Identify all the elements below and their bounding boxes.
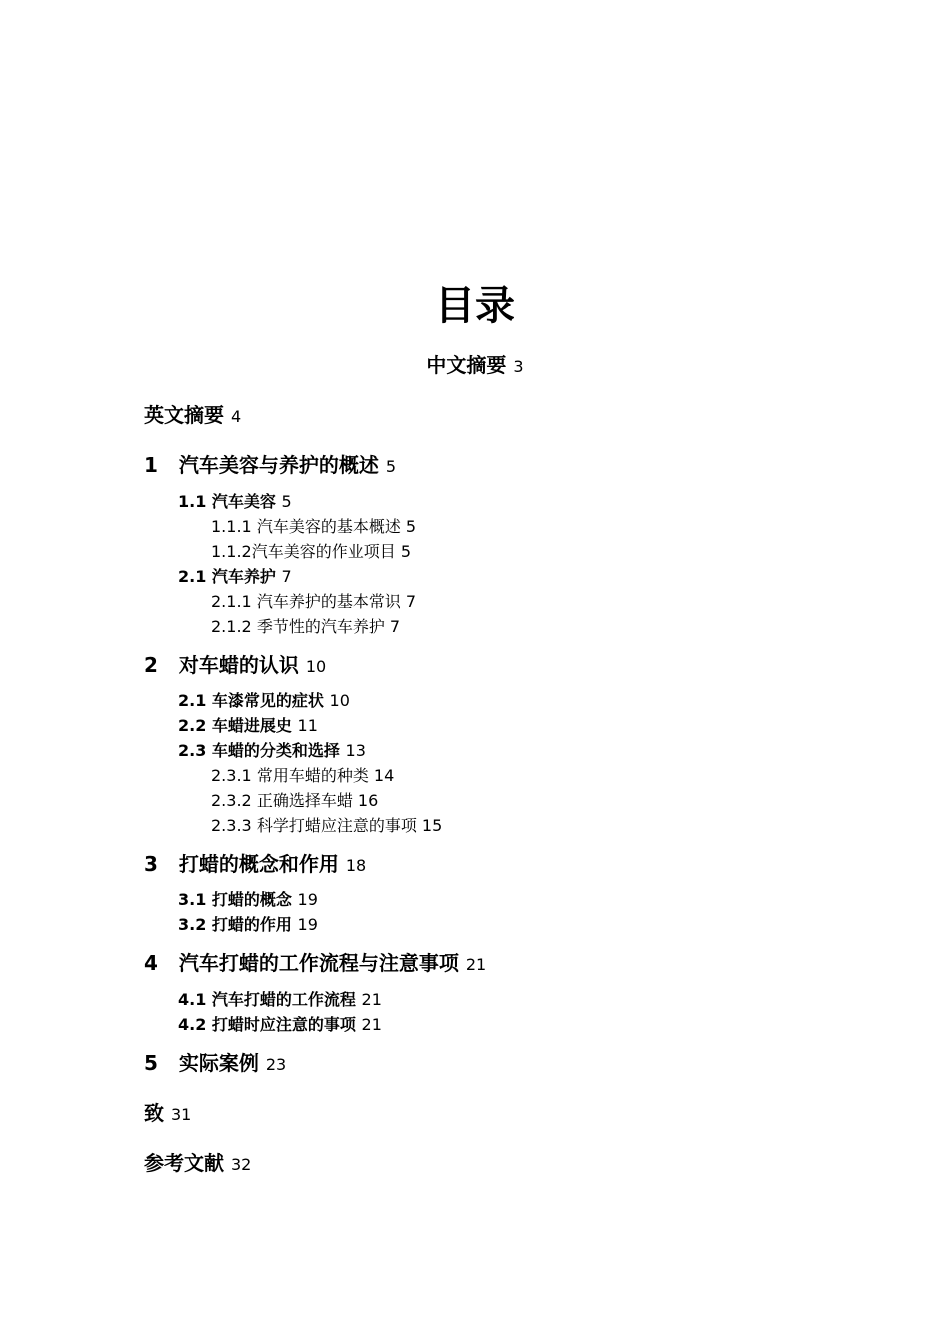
toc-entry-page: 7 [389,617,401,636]
toc-entry[interactable] [211,766,394,786]
toc-entry-page: 32 [230,1155,252,1174]
toc-entry-number: 1.1.1 [211,517,252,536]
toc-entry[interactable] [178,1015,382,1035]
toc-entry-text: 打蜡的概念和作用 [178,852,339,876]
toc-entry-text: 汽车打蜡的工作流程 [211,990,356,1009]
toc-entry[interactable] [178,492,292,512]
toc-entry-number: 5 [144,1051,158,1075]
toc-entry-text: 打蜡时应注意的事项 [211,1015,356,1034]
toc-entry[interactable] [178,890,318,910]
toc-entry[interactable] [144,950,486,978]
toc-entry-page: 7 [281,567,292,586]
toc-entry-page: 23 [265,1055,287,1074]
toc-entry-page: 5 [405,517,417,536]
toc-entry-text: 汽车养护的基本常识 [256,592,401,611]
toc-entry-page: 11 [297,716,318,735]
toc-entry-number: 4.1 [178,990,207,1009]
toc-entry[interactable] [211,542,411,562]
toc-entry-text: 常用车蜡的种类 [256,766,369,785]
toc-entry-number: 2.1 [178,567,207,586]
toc-entry-text: 汽车美容与养护的概述 [178,453,379,477]
toc-title: 目录 [435,283,515,329]
toc-entry[interactable] [144,402,241,430]
toc-entry[interactable] [211,791,378,811]
toc-entry-number: 1 [144,453,158,477]
toc-entry-text: 车蜡进展史 [211,716,292,735]
toc-entry-page: 10 [305,657,327,676]
toc-entry-text: 致 [144,1101,164,1125]
toc-entry-page: 13 [345,741,366,760]
toc-entry-number: 1.1 [178,492,207,511]
toc-entry-text: 打蜡的概念 [211,890,292,909]
toc-entry-page: 21 [361,990,382,1009]
toc-entry-page: 4 [230,407,242,426]
toc-entry-page: 7 [405,592,417,611]
toc-entry-number: 2.1.2 [211,617,252,636]
toc-entry-text: 车蜡的分类和选择 [211,741,340,760]
toc-entry-page: 21 [465,955,487,974]
toc-entry[interactable] [178,741,366,761]
toc-entry-page: 3 [513,357,524,376]
toc-entry-page: 14 [373,766,395,785]
toc-entry-number: 2.1 [178,691,207,710]
toc-entry[interactable] [144,1100,191,1128]
toc-entry-text: 对车蜡的认识 [178,653,299,677]
toc-entry-number: 3.1 [178,890,207,909]
toc-entry-number: 3 [144,852,158,876]
toc-entry[interactable] [211,816,442,836]
toc-entry[interactable] [178,990,382,1010]
toc-entry-number: 2.3.3 [211,816,252,835]
toc-entry[interactable] [144,1050,286,1078]
toc-entry-page: 15 [421,816,443,835]
toc-entry-page: 19 [297,915,318,934]
toc-entry-number: 2 [144,653,158,677]
toc-entry-number: 2.1.1 [211,592,252,611]
toc-entry-text: 科学打蜡应注意的事项 [256,816,417,835]
toc-entry-page: 31 [170,1105,192,1124]
toc-entry[interactable] [178,691,350,711]
toc-entry[interactable] [144,452,396,480]
toc-entry-text: 汽车养护 [211,567,276,586]
toc-entry[interactable] [211,517,416,537]
toc-entry-text: 中文摘要 [426,353,507,377]
toc-entry[interactable] [144,851,366,879]
toc-entry-number: 4.2 [178,1015,207,1034]
toc-entry-number: 2.2 [178,716,207,735]
toc-entry[interactable] [144,652,326,680]
toc-entry-page: 21 [361,1015,382,1034]
toc-entry-page: 5 [385,457,397,476]
toc-entry-number: 2.3.1 [211,766,252,785]
toc-entry-text: 实际案例 [178,1051,259,1075]
toc-entry[interactable] [211,617,400,637]
toc-entry[interactable] [178,915,318,935]
toc-entry-number: 4 [144,951,158,975]
toc-entry-number: 1.1.2 [211,542,252,561]
toc-entry[interactable] [178,716,318,736]
toc-entry-page: 19 [297,890,318,909]
toc-entry-page: 18 [345,856,367,875]
toc-entry-text: 英文摘要 [144,403,224,427]
toc-entry-page: 16 [357,791,379,810]
toc-entry-text: 车漆常见的症状 [211,691,324,710]
toc-entry-text: 打蜡的作用 [211,915,292,934]
toc-entry-page: 5 [400,542,412,561]
toc-entry-number: 2.3 [178,741,207,760]
toc-entry-text: 季节性的汽车养护 [256,617,385,636]
toc-entry-number: 2.3.2 [211,791,252,810]
toc-entry[interactable] [211,592,416,612]
toc-entry[interactable] [144,1150,251,1178]
toc-entry-page: 5 [281,492,292,511]
toc-entry[interactable] [0,352,950,380]
toc-entry-page: 10 [329,691,350,710]
toc-entry[interactable] [178,567,292,587]
toc-entry-text: 汽车美容的基本概述 [256,517,401,536]
toc-entry-number: 3.2 [178,915,207,934]
toc-entry-text: 汽车美容 [211,492,276,511]
toc-entry-text: 汽车美容的作业项目 [251,542,396,561]
toc-entry-text: 汽车打蜡的工作流程与注意事项 [178,951,459,975]
toc-entry-text: 正确选择车蜡 [256,791,353,810]
toc-entry-text: 参考文献 [144,1151,224,1175]
